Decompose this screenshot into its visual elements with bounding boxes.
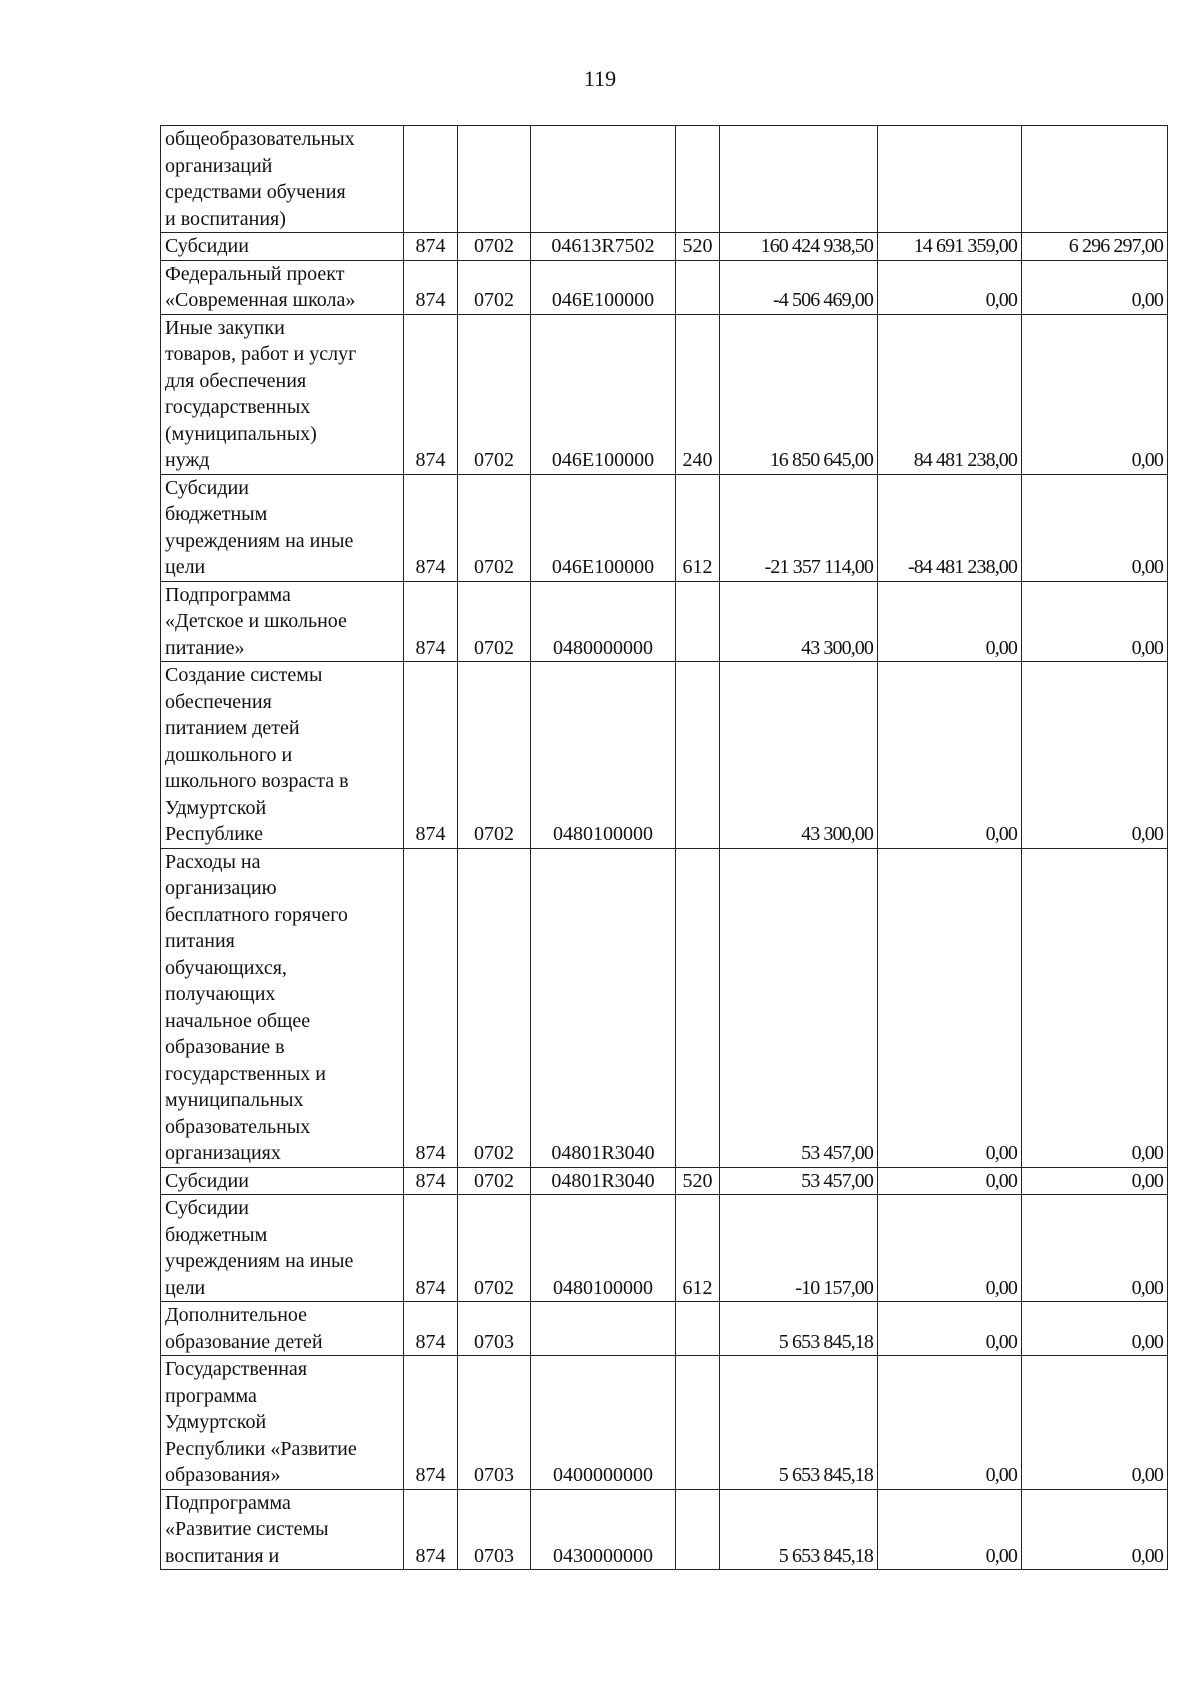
amount-year3-cell: 0,00 [1022, 474, 1168, 581]
table-row [161, 1167, 1168, 1195]
section-code-cell: 0702 [458, 1195, 531, 1302]
amount-year2-cell: -84 481 238,00 [878, 474, 1022, 581]
table-row [161, 126, 1168, 233]
section-code-cell: 0703 [458, 1302, 531, 1356]
table-row [161, 662, 1168, 849]
table-row [161, 1302, 1168, 1356]
target-article-cell: 04801R3040 [531, 1167, 676, 1195]
target-article-cell: 04801R3040 [531, 848, 676, 1167]
amount-year2-cell: 0,00 [878, 1195, 1022, 1302]
amount-year3-cell: 0,00 [1022, 581, 1168, 662]
section-code-cell: 0702 [458, 581, 531, 662]
row-name-cell: общеобразовательных организаций средствами обучения и воспитания) [161, 126, 404, 233]
expense-type-cell [676, 1302, 720, 1356]
amount-year1-cell: 43 300,00 [720, 662, 878, 849]
table-row [161, 260, 1168, 314]
expense-type-cell: 520 [676, 233, 720, 261]
row-name-cell: Субсидии [161, 1167, 404, 1195]
amount-year2-cell: 84 481 238,00 [878, 314, 1022, 474]
amount-year1-cell: 16 850 645,00 [720, 314, 878, 474]
amount-year2-cell: 14 691 359,00 [878, 233, 1022, 261]
amount-year3-cell: 0,00 [1022, 1302, 1168, 1356]
amount-year1-cell: 5 653 845,18 [720, 1302, 878, 1356]
amount-year3-cell: 0,00 [1022, 1195, 1168, 1302]
amount-year1-cell: 160 424 938,50 [720, 233, 878, 261]
amount-year3-cell: 0,00 [1022, 662, 1168, 849]
amount-year2-cell: 0,00 [878, 1489, 1022, 1570]
row-name-cell: Создание системы обеспечения питанием детей дошкольного и школьного возраста в Удмуртской Республике [161, 662, 404, 849]
amount-year2-cell: 0,00 [878, 581, 1022, 662]
target-article-cell [531, 1302, 676, 1356]
amount-year2-cell: 0,00 [878, 662, 1022, 849]
amount-year1-cell [720, 126, 878, 233]
target-article-cell: 0400000000 [531, 1356, 676, 1490]
row-name-cell: Субсидии бюджетным учреждениям на иные цели [161, 1195, 404, 1302]
expense-type-cell [676, 662, 720, 849]
ministry-code-cell: 874 [404, 1356, 458, 1490]
row-name-cell: Иные закупки товаров, работ и услуг для обеспечения государственных (муниципальных) нужд [161, 314, 404, 474]
ministry-code-cell: 874 [404, 1489, 458, 1570]
ministry-code-cell: 874 [404, 848, 458, 1167]
section-code-cell: 0702 [458, 314, 531, 474]
row-name-cell: Субсидии бюджетным учреждениям на иные цели [161, 474, 404, 581]
amount-year1-cell: -10 157,00 [720, 1195, 878, 1302]
amount-year1-cell: 5 653 845,18 [720, 1489, 878, 1570]
table-row [161, 314, 1168, 474]
table-row [161, 581, 1168, 662]
amount-year2-cell: 0,00 [878, 1302, 1022, 1356]
amount-year1-cell: 53 457,00 [720, 1167, 878, 1195]
expense-type-cell [676, 260, 720, 314]
section-code-cell: 0702 [458, 1167, 531, 1195]
section-code-cell [458, 126, 531, 233]
target-article-cell: 0480000000 [531, 581, 676, 662]
amount-year3-cell: 0,00 [1022, 1167, 1168, 1195]
amount-year3-cell: 0,00 [1022, 1489, 1168, 1570]
expense-type-cell [676, 581, 720, 662]
table-row [161, 474, 1168, 581]
amount-year1-cell: 5 653 845,18 [720, 1356, 878, 1490]
ministry-code-cell: 874 [404, 1302, 458, 1356]
expense-type-cell: 612 [676, 1195, 720, 1302]
expense-type-cell: 240 [676, 314, 720, 474]
ministry-code-cell: 874 [404, 233, 458, 261]
target-article-cell: 0430000000 [531, 1489, 676, 1570]
section-code-cell: 0702 [458, 233, 531, 261]
table-row [161, 1195, 1168, 1302]
target-article-cell: 046E100000 [531, 474, 676, 581]
row-name-cell: Дополнительное образование детей [161, 1302, 404, 1356]
amount-year2-cell: 0,00 [878, 848, 1022, 1167]
section-code-cell: 0703 [458, 1489, 531, 1570]
expense-type-cell [676, 848, 720, 1167]
amount-year3-cell: 0,00 [1022, 848, 1168, 1167]
table-row [161, 1489, 1168, 1570]
amount-year2-cell: 0,00 [878, 1167, 1022, 1195]
table-row [161, 848, 1168, 1167]
amount-year3-cell: 0,00 [1022, 260, 1168, 314]
target-article-cell: 04613R7502 [531, 233, 676, 261]
amount-year3-cell: 6 296 297,00 [1022, 233, 1168, 261]
amount-year1-cell: -21 357 114,00 [720, 474, 878, 581]
target-article-cell: 046E100000 [531, 314, 676, 474]
target-article-cell: 0480100000 [531, 1195, 676, 1302]
row-name-cell: Субсидии [161, 233, 404, 261]
ministry-code-cell [404, 126, 458, 233]
expense-type-cell: 612 [676, 474, 720, 581]
amount-year2-cell: 0,00 [878, 260, 1022, 314]
target-article-cell [531, 126, 676, 233]
target-article-cell: 0480100000 [531, 662, 676, 849]
ministry-code-cell: 874 [404, 662, 458, 849]
amount-year2-cell [878, 126, 1022, 233]
row-name-cell: Федеральный проект «Современная школа» [161, 260, 404, 314]
section-code-cell: 0702 [458, 662, 531, 849]
amount-year1-cell: -4 506 469,00 [720, 260, 878, 314]
page-number: 119 [583, 66, 617, 91]
section-code-cell: 0702 [458, 474, 531, 581]
amount-year2-cell: 0,00 [878, 1356, 1022, 1490]
table-body [161, 126, 1168, 1570]
section-code-cell: 0703 [458, 1356, 531, 1490]
expense-type-cell [676, 126, 720, 233]
amount-year1-cell: 53 457,00 [720, 848, 878, 1167]
amount-year3-cell: 0,00 [1022, 1356, 1168, 1490]
ministry-code-cell: 874 [404, 581, 458, 662]
section-code-cell: 0702 [458, 848, 531, 1167]
ministry-code-cell: 874 [404, 260, 458, 314]
amount-year3-cell [1022, 126, 1168, 233]
expense-type-cell [676, 1356, 720, 1490]
budget-table [160, 125, 1168, 1570]
amount-year3-cell: 0,00 [1022, 314, 1168, 474]
expense-type-cell: 520 [676, 1167, 720, 1195]
ministry-code-cell: 874 [404, 474, 458, 581]
section-code-cell: 0702 [458, 260, 531, 314]
row-name-cell: Расходы на организацию бесплатного горячего питания обучающихся, получающих начальное общее образование в государственных и муниципальных образовательных организациях [161, 848, 404, 1167]
row-name-cell: Государственная программа Удмуртской Республики «Развитие образования» [161, 1356, 404, 1490]
target-article-cell: 046E100000 [531, 260, 676, 314]
amount-year1-cell: 43 300,00 [720, 581, 878, 662]
ministry-code-cell: 874 [404, 1167, 458, 1195]
ministry-code-cell: 874 [404, 314, 458, 474]
row-name-cell: Подпрограмма «Развитие системы воспитания и [161, 1489, 404, 1570]
ministry-code-cell: 874 [404, 1195, 458, 1302]
expense-type-cell [676, 1489, 720, 1570]
table-row [161, 1356, 1168, 1490]
row-name-cell: Подпрограмма «Детское и школьное питание» [161, 581, 404, 662]
table-row [161, 233, 1168, 261]
